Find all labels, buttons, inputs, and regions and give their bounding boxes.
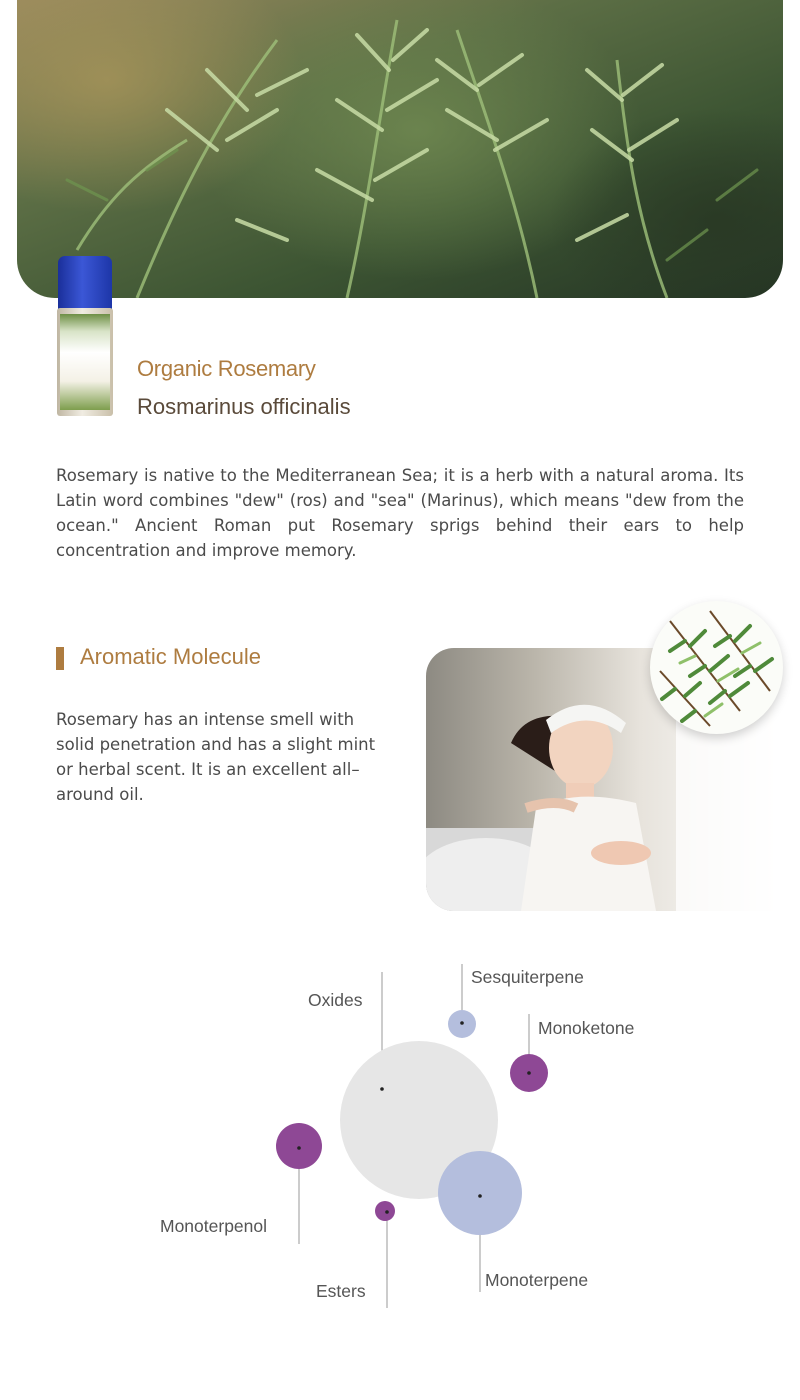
molecule-bubble-chart: [0, 940, 800, 1340]
product-name: Organic Rosemary: [137, 356, 316, 381]
molecule-label-monoketone: Monoketone: [538, 1018, 635, 1038]
monoterpenol-bubble: [276, 1123, 322, 1169]
rosemary-sprig-icon: [650, 601, 783, 734]
intro-paragraph: Rosemary is native to the Mediterranean Sea; it is a herb with a natural aroma. Its Latin word combines "dew" (ros) and "sea" (Marinus), which means "dew from the ocean." Ancient Roman put Rosemary sprigs behind their ears to help concentration and improve memory.: [56, 466, 744, 560]
sesquiterpene-dot: [460, 1021, 464, 1025]
monoterpenol-dot: [297, 1146, 301, 1150]
section-marker: [56, 647, 64, 670]
molecule-label-oxides: Oxides: [308, 990, 363, 1010]
esters-dot: [385, 1210, 389, 1214]
molecule-label-sesquiterpene: Sesquiterpene: [471, 967, 584, 987]
section-title: Aromatic Molecule: [80, 644, 261, 669]
monoterpene-dot: [478, 1194, 482, 1198]
esters-bubble: [375, 1201, 395, 1221]
product-latin-name: Rosmarinus officinalis: [137, 394, 351, 419]
hero-image: [17, 0, 783, 298]
bottle-label: [57, 308, 113, 416]
monoketone-dot: [527, 1071, 531, 1075]
molecule-label-monoterpene: Monoterpene: [485, 1270, 589, 1290]
molecule-label-monoterpenol: Monoterpenol: [160, 1216, 268, 1236]
section-description: Rosemary has an intense smell with solid penetration and has a slight mint or herbal scent. It is an excellent all–around oil.: [56, 710, 376, 804]
essential-oil-bottle: [57, 256, 113, 416]
molecule-label-esters: Esters: [316, 1281, 366, 1301]
molecule-bubbles: [0, 940, 800, 1340]
bottle-cap: [58, 256, 112, 310]
rosemary-plant-illustration: [17, 0, 783, 298]
monoterpene-bubble: [438, 1151, 522, 1235]
oxides-dot: [380, 1087, 384, 1091]
rosemary-illustration-badge: [650, 601, 783, 734]
